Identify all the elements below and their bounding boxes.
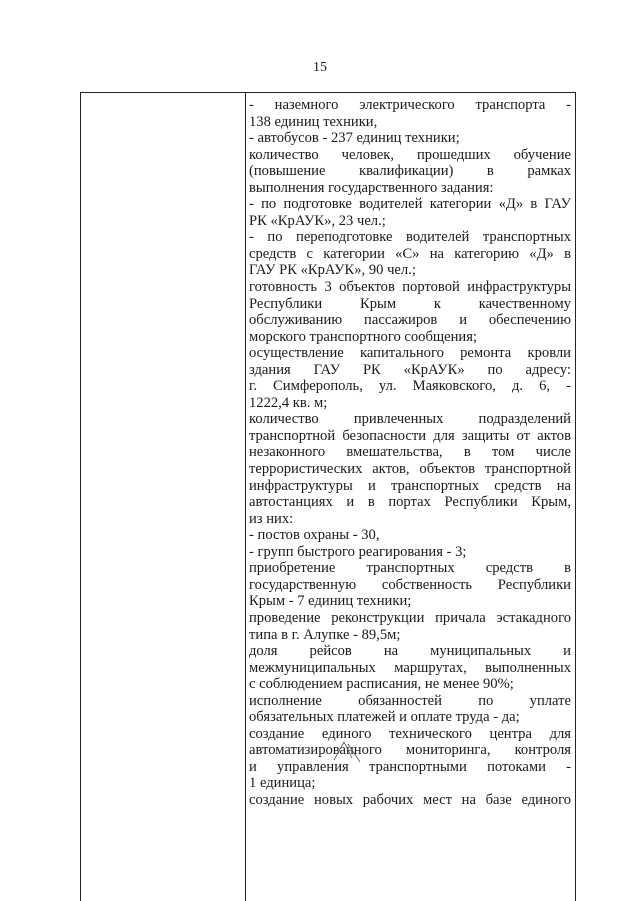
- text-line: террористических актов, объектов транспортной: [249, 461, 571, 478]
- page-number: 15: [313, 60, 327, 75]
- table-right-column: [249, 97, 571, 809]
- text-line: - по подготовке водителей категории «Д» в ГАУ: [249, 196, 571, 213]
- text-line: РК «КрАУК», 23 чел.;: [249, 212, 386, 229]
- text-line: автоматизированного мониторинга, контроля: [249, 742, 571, 759]
- document-table: [80, 92, 576, 901]
- text-line: обслуживанию пассажиров и обеспечению: [249, 312, 571, 329]
- text-line: инфраструктуры и транспортных средств на: [249, 477, 571, 494]
- scan-mark: [330, 738, 370, 764]
- text-line: 1 единица;: [249, 775, 316, 792]
- text-line: Республики Крым к качественному: [249, 295, 571, 312]
- text-line: автостанциях и в портах Республики Крым,: [249, 494, 571, 511]
- text-line: типа в г. Алупке - 89,5м;: [249, 626, 401, 643]
- text-line: с соблюдением расписания, не менее 90%;: [249, 676, 514, 693]
- text-line: - по переподготовке водителей транспортных: [249, 229, 571, 246]
- text-line: (повышение квалификации) в рамках: [249, 163, 571, 180]
- text-line: - групп быстрого реагирования - 3;: [249, 543, 467, 560]
- text-line: межмуниципальных маршрутах, выполненных: [249, 659, 571, 676]
- text-line: выполнения государственного задания:: [249, 179, 494, 196]
- text-line: средств с категории «С» на категорию «Д» в: [249, 245, 571, 262]
- text-line: создание новых рабочих мест на базе единого: [249, 791, 571, 808]
- text-line: исполнение обязанностей по уплате: [249, 692, 571, 709]
- text-line: здания ГАУ РК «КрАУК» по адресу:: [249, 361, 571, 378]
- text-line: обязательных платежей и оплате труда - да;: [249, 709, 520, 726]
- text-line: морского транспортного сообщения;: [249, 328, 477, 345]
- text-line: доля рейсов на муниципальных и: [249, 643, 571, 660]
- text-line: и управления транспортными потоками -: [249, 758, 571, 775]
- text-line: 1222,4 кв. м;: [249, 394, 328, 411]
- text-line: количество человек, прошедших обучение: [249, 146, 571, 163]
- text-line: количество привлеченных подразделений: [249, 411, 571, 428]
- text-line: государственную собственность Республики: [249, 576, 571, 593]
- text-line: из них:: [249, 510, 294, 527]
- text-line: приобретение транспортных средств в: [249, 560, 571, 577]
- text-line: 138 единиц техники,: [249, 113, 378, 130]
- text-line: - постов охраны - 30,: [249, 527, 380, 544]
- text-line: проведение реконструкции причала эстакадного: [249, 609, 571, 626]
- text-line: - автобусов - 237 единиц техники;: [249, 130, 460, 147]
- table-left-column: [81, 93, 246, 901]
- text-line: готовность 3 объектов портовой инфраструктуры: [249, 279, 571, 296]
- text-line: Крым - 7 единиц техники;: [249, 593, 412, 610]
- text-line: г. Симферополь, ул. Маяковского, д. 6, -: [249, 378, 571, 395]
- text-line: создание единого технического центра для: [249, 725, 571, 742]
- text-line: транспортной безопасности для защиты от актов: [249, 427, 571, 444]
- text-line: незаконного вмешательства, в том числе: [249, 444, 571, 461]
- text-line: - наземного электрического транспорта -: [249, 97, 571, 113]
- text-line: ГАУ РК «КрАУК», 90 чел.;: [249, 262, 416, 279]
- text-line: осуществление капитального ремонта кровли: [249, 345, 571, 362]
